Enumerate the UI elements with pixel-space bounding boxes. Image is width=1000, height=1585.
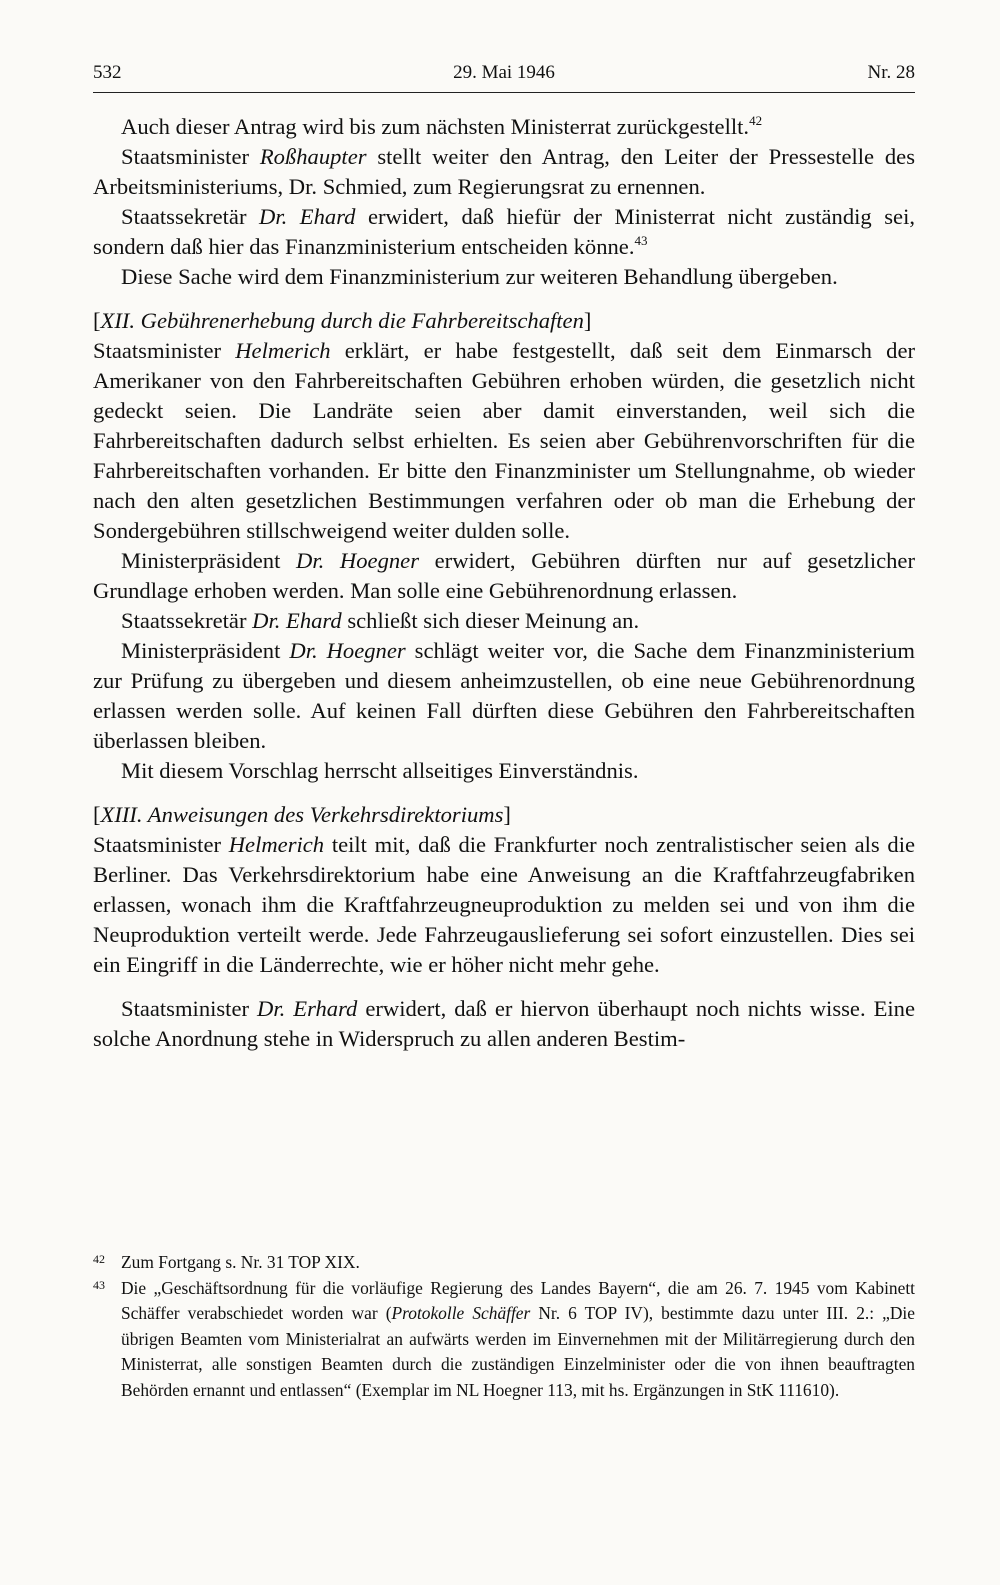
paragraph: Staatssekretär Dr. Ehard schließt sich dieser Meinung an. [121, 608, 640, 633]
paragraph: Staatsminister Dr. Erhard erwidert, daß er hiervon überhaupt noch nichts wisse. Eine solche Anordnung stehe in Widerspruch zu allen anderen Bestim- [93, 996, 915, 1051]
footnote-number: 43 [93, 1277, 105, 1292]
section-heading-xiii: [XIII. Anweisungen des Verkehrsdirektoriums] [93, 802, 511, 827]
page-number: 532 [93, 62, 122, 83]
paragraph: Staatsminister Helmerich teilt mit, daß die Frankfurter noch zentralistischer seien als die Berliner. Das Verkehrsdirektorium habe eine Anweisung an die Kraftfahrzeugfabriken erlassen, wonach ihm die Kraftfahrzeugneuproduktion zu melden sei und von ihm die Neuproduktion verteilt werde. Jede Fahrzeugauslieferung sei sofort einzustellen. Dies sei ein Eingriff in die Länderrechte, wie er höher nicht mehr gehe. [93, 832, 915, 977]
section-heading-xii: [XII. Gebührenerhebung durch die Fahrbereitschaften] [93, 308, 592, 333]
document-number: Nr. 28 [867, 62, 915, 83]
footnote-42: 42 Zum Fortgang s. Nr. 31 TOP XIX. [93, 1250, 915, 1276]
person-name: Dr. Ehard [252, 608, 342, 633]
person-name: Dr. Ehard [259, 204, 356, 229]
running-header [93, 58, 915, 93]
paragraph: Staatsminister Helmerich erklärt, er habe festgestellt, daß seit dem Einmarsch der Amerikaner von den Fahrbereitschaften Gebühren erhoben würden, die gesetzlich nicht gedeckt seien. Die Landräte seien aber damit einverstanden, weil sich die Fahrbereitschaften dadurch selbst erhielten. Es seien aber Gebührenvorschriften für die Fahrbereitschaften vorhanden. Er bitte den Finanzminister um Stellungnahme, ob wieder nach den alten gesetzlichen Bestimmungen verfahren oder ob man die Erhebung der Sondergebühren stillschweigend weiter dulden solle. [93, 338, 915, 543]
header-date: 29. Mai 1946 [453, 62, 555, 83]
person-name: Dr. Hoegner [289, 638, 406, 663]
person-name: Roßhaupter [259, 144, 367, 169]
footnote-number: 42 [93, 1252, 105, 1266]
person-name: Dr. Erhard [257, 996, 358, 1021]
person-name: Helmerich [235, 338, 331, 363]
paragraph: Ministerpräsident Dr. Hoegner erwidert, Gebühren dürften nur auf gesetzlicher Grundlage erhoben werden. Man solle eine Gebührenordnung erlassen. [93, 548, 915, 603]
footnote-ref: 43 [634, 233, 648, 248]
paragraph: Ministerpräsident Dr. Hoegner schlägt weiter vor, die Sache dem Finanzministerium zur Prüfung zu übergeben und diesem anheimzustellen, ob eine neue Gebührenordnung erlassen werden solle. Auf keinen Fall dürften diese Gebühren den Fahrbereitschaften überlassen bleiben. [93, 638, 915, 753]
person-name: Dr. Hoegner [296, 548, 419, 573]
footnotes [93, 1250, 915, 1403]
paragraph: Mit diesem Vorschlag herrscht allseitiges Einverständnis. [121, 758, 639, 783]
person-name: Helmerich [228, 832, 325, 857]
footnote-ref: 42 [749, 113, 763, 128]
paragraph: Auch dieser Antrag wird bis zum nächsten Ministerrat zurückgestellt.$^{42}$ [121, 113, 763, 139]
body-text [93, 112, 915, 1054]
paragraph: Diese Sache wird dem Finanzministerium zur weiteren Behandlung übergeben. [121, 264, 838, 289]
footnote-43: 43 Die „Geschäftsordnung für die vorläufige Regierung des Landes Bayern“, die am 26. 7. 1945 vom Kabinett Schäffer verabschiedet worden war (Protokolle Schäffer Nr. 6 TOP IV), bestimmte dazu unter III. 2.: „Die übrigen Beamten vom Ministerialrat an aufwärts werden im Einvernehmen mit der Militärregierung durch den Ministerrat, alle sonstigen Beamten durch die zuständigen Einzelminister oder die von ihnen beauftragten Behörden ernannt und entlassen“ (Exemplar im NL Hoegner 113, mit hs. Ergänzungen in StK 111610). [93, 1276, 915, 1404]
paragraph: Staatsminister Roßhaupter stellt weiter den Antrag, den Leiter der Pressestelle des Arbeitsministeriums, Dr. Schmied, zum Regierungsrat zu ernennen. [93, 144, 915, 199]
paragraph: Staatssekretär Dr. Ehard erwidert, daß hiefür der Ministerrat nicht zuständig sei, sondern daß hier das Finanzministerium entscheiden könne.$^{43}$ [93, 204, 915, 259]
